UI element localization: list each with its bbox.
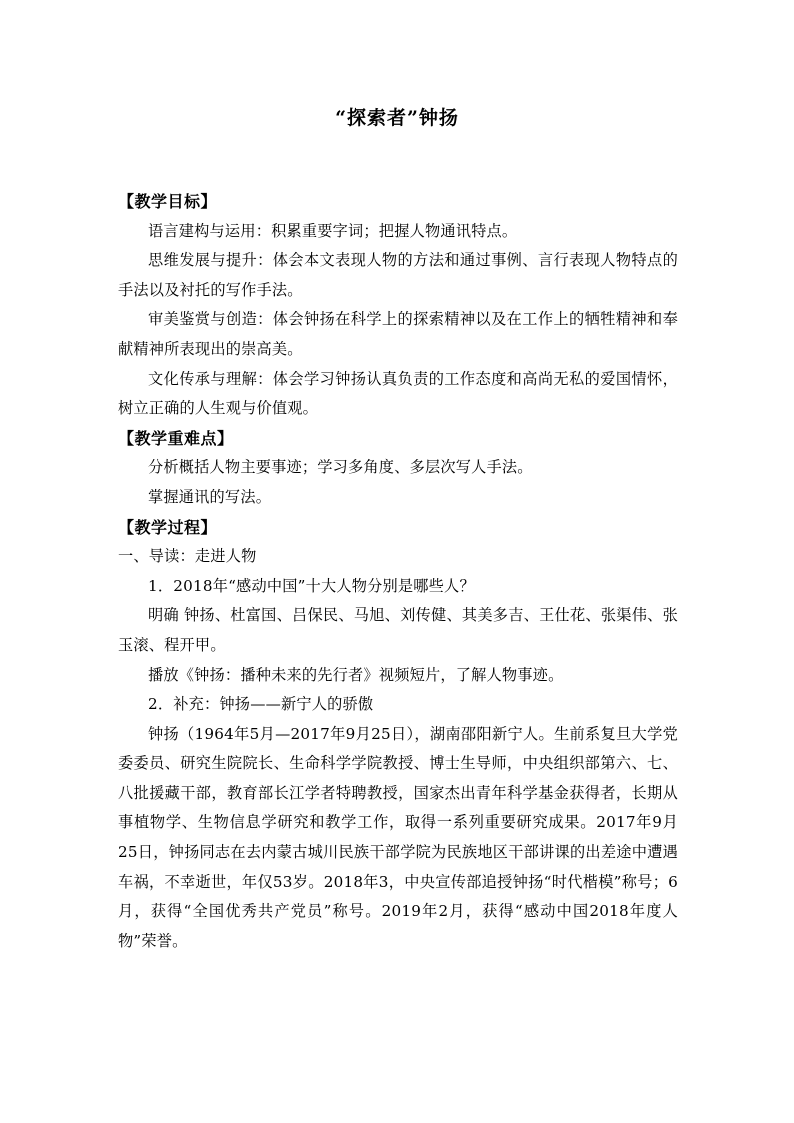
paragraph: 掌握通讯的写法。 [148,487,272,506]
paragraph: 1．2018年“感动中国”十大人物分别是哪些人？ [148,576,475,595]
paragraph: 文化传承与理解：体会学习钟扬认真负责的工作态度和高尚无私的爱国情怀，树立正确的人生观与价值观。 [118,369,678,418]
document-body [118,187,678,956]
section-heading-process: 【教学过程】 [118,517,218,537]
document-title: “探索者”钟扬 [335,107,459,129]
paragraph: 审美鉴赏与创造：体会钟扬在科学上的探索精神以及在工作上的牺牲精神和奉献精神所表现出的崇高美。 [118,310,678,358]
section-heading-goals: 【教学目标】 [118,192,218,211]
paragraph: 2．补充：钟扬——新宁人的骄傲 [148,695,374,714]
paragraph: 播放《钟扬：播种未来的先行者》视频短片，了解人物事迹。 [148,665,564,684]
paragraph: 分析概括人物主要事迹；学习多角度、多层次写人手法。 [148,458,533,477]
paragraph: 明确 钟扬、杜富国、吕保民、马旭、刘传健、其美多吉、王仕花、张渠伟、张玉滚、程开甲。 [118,606,678,654]
subheading: 一、导读：走进人物 [118,547,257,566]
paragraph: 思维发展与提升：体会本文表现人物的方法和通过事例、言行表现人物特点的手法以及衬托的写作手法。 [118,251,678,299]
paragraph: 钟扬（1964年5月—2017年9月25日），湖南邵阳新宁人。生前系复旦大学党委委员、研究生院院长、生命科学学院教授、博士生导师，中央组织部第六、七、八批援藏干部，教育部长江学者特聘教授，国家杰出青年科学基金获得者，长期从事植物学、生物信息学研究和教学工作，取得一系列重要研究成果。2017年9月25日，钟扬同志在去内蒙古城川民族干部学院为民族地区干部讲课的出差途中遭遇车祸，不幸逝世，年仅53岁。2018年3，中央宣传部追授钟扬“时代楷模”称号；6月，获得“全国优秀共产党员”称号。2019年2月，获得“感动中国2018年度人物”荣誉。 [118,724,678,950]
paragraph: 语言建构与运用：积累重要字词；把握人物通讯特点。 [148,221,518,240]
section-heading-key-points: 【教学重难点】 [118,428,234,448]
